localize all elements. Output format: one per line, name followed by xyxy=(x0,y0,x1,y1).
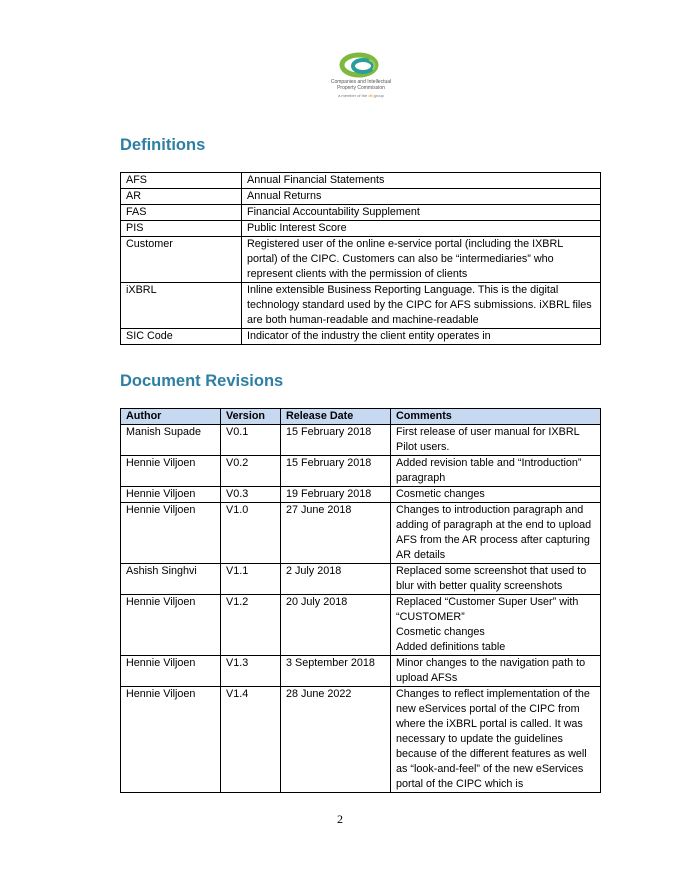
revision-row xyxy=(121,503,601,564)
definition-term: AR xyxy=(121,189,242,205)
revision-comments xyxy=(391,656,601,687)
definition-row xyxy=(121,205,601,221)
revision-version: V1.3 xyxy=(221,656,281,687)
definition-term: Customer xyxy=(121,237,242,283)
revision-comment-line: Cosmetic changes xyxy=(396,626,485,638)
definition-row xyxy=(121,189,601,205)
cipc-logo xyxy=(326,52,396,107)
revision-author: Hennie Viljoen xyxy=(121,503,221,564)
definition-row xyxy=(121,221,601,237)
revision-author: Hennie Viljoen xyxy=(121,687,221,793)
revision-comment-line: Replaced “Customer Super User” with “CUSTOMER” xyxy=(396,596,579,623)
definitions-heading: Definitions xyxy=(120,136,206,154)
logo-member-suffix: group xyxy=(372,93,384,98)
definition-row xyxy=(121,283,601,329)
revision-row xyxy=(121,595,601,656)
definition-text: Public Interest Score xyxy=(242,221,601,237)
revision-comment-line: First release of user manual for IXBRL Pilot users. xyxy=(396,426,580,453)
definition-row xyxy=(121,173,601,189)
revision-date: 19 February 2018 xyxy=(281,487,391,503)
revision-comment-line: Minor changes to the navigation path to upload AFSs xyxy=(396,657,586,684)
revision-comment-line: Changes to introduction paragraph and adding of paragraph at the end to upload AFS from the AR process after capturing AR details xyxy=(396,504,592,561)
revision-row xyxy=(121,425,601,456)
revision-date: 28 June 2022 xyxy=(281,687,391,793)
revisions-header-row xyxy=(121,409,601,425)
logo-member-line xyxy=(326,93,396,98)
revision-version: V0.2 xyxy=(221,456,281,487)
revisions-table xyxy=(120,408,601,793)
revision-version: V0.3 xyxy=(221,487,281,503)
revision-date: 20 July 2018 xyxy=(281,595,391,656)
definition-text: Registered user of the online e-service portal (including the IXBRL portal) of the CIPC. Customers can also be “intermediaries” who represent clients with the permission of clients xyxy=(242,237,601,283)
definition-text: Annual Returns xyxy=(242,189,601,205)
revision-date: 15 February 2018 xyxy=(281,456,391,487)
definition-term: FAS xyxy=(121,205,242,221)
revisions-heading: Document Revisions xyxy=(120,372,284,390)
revision-comment-line: Replaced some screenshot that used to blur with better quality screenshots xyxy=(396,565,587,592)
revision-comments xyxy=(391,425,601,456)
revision-date: 27 June 2018 xyxy=(281,503,391,564)
revision-comment-line: Added revision table and “Introduction” paragraph xyxy=(396,457,582,484)
revision-row xyxy=(121,687,601,793)
header-release-date: Release Date xyxy=(281,409,391,425)
definition-term: PIS xyxy=(121,221,242,237)
revision-author: Hennie Viljoen xyxy=(121,595,221,656)
definitions-table xyxy=(120,172,601,345)
revision-row xyxy=(121,456,601,487)
revision-author: Manish Supade xyxy=(121,425,221,456)
revision-version: V1.2 xyxy=(221,595,281,656)
revision-comments xyxy=(391,687,601,793)
revision-comment-line: Cosmetic changes xyxy=(396,488,485,500)
page-number: 2 xyxy=(337,812,343,826)
logo-member-highlight: dti xyxy=(368,93,373,98)
definition-text: Financial Accountability Supplement xyxy=(242,205,601,221)
definition-text: Inline extensible Business Reporting Language. This is the digital technology standard used by the CIPC for AFS submissions. iXBRL files are both human-readable and machine-readable xyxy=(242,283,601,329)
logo-org-line1: Companies and Intellectual xyxy=(330,79,392,85)
definition-term: AFS xyxy=(121,173,242,189)
definition-term: SIC Code xyxy=(121,329,242,345)
definition-text: Annual Financial Statements xyxy=(242,173,601,189)
logo-org-name xyxy=(326,79,396,91)
revision-date: 2 July 2018 xyxy=(281,564,391,595)
revision-author: Ashish Singhvi xyxy=(121,564,221,595)
revision-comment-line: Added definitions table xyxy=(396,641,506,653)
cipc-swirl-icon xyxy=(339,52,383,78)
revision-author: Hennie Viljoen xyxy=(121,656,221,687)
definition-text: Indicator of the industry the client entity operates in xyxy=(242,329,601,345)
revision-version: V1.1 xyxy=(221,564,281,595)
revision-row xyxy=(121,487,601,503)
revision-row xyxy=(121,656,601,687)
revision-author: Hennie Viljoen xyxy=(121,487,221,503)
revision-date: 3 September 2018 xyxy=(281,656,391,687)
header-comments: Comments xyxy=(391,409,601,425)
revision-comments xyxy=(391,503,601,564)
revision-version: V1.4 xyxy=(221,687,281,793)
definition-row xyxy=(121,329,601,345)
revision-comments xyxy=(391,564,601,595)
revision-version: V0.1 xyxy=(221,425,281,456)
revisions-table-body xyxy=(121,425,601,793)
revision-comments xyxy=(391,456,601,487)
definition-row xyxy=(121,237,601,283)
header-author: Author xyxy=(121,409,221,425)
header-version: Version xyxy=(221,409,281,425)
revision-date: 15 February 2018 xyxy=(281,425,391,456)
revision-comments xyxy=(391,595,601,656)
definition-term: iXBRL xyxy=(121,283,242,329)
revision-comments xyxy=(391,487,601,503)
logo-org-line2: Property Commission xyxy=(337,85,385,91)
definitions-table-body xyxy=(121,173,601,345)
revision-version: V1.0 xyxy=(221,503,281,564)
revision-row xyxy=(121,564,601,595)
revision-author: Hennie Viljoen xyxy=(121,456,221,487)
revision-comment-line: Changes to reflect implementation of the new eServices portal of the CIPC from where the iXBRL portal is called. It was necessary to update the guidelines because of the different features as well as “look-and-feel” of the new eServices portal of the CIPC which is xyxy=(396,688,590,790)
logo-member-prefix: a member of the xyxy=(338,93,369,98)
